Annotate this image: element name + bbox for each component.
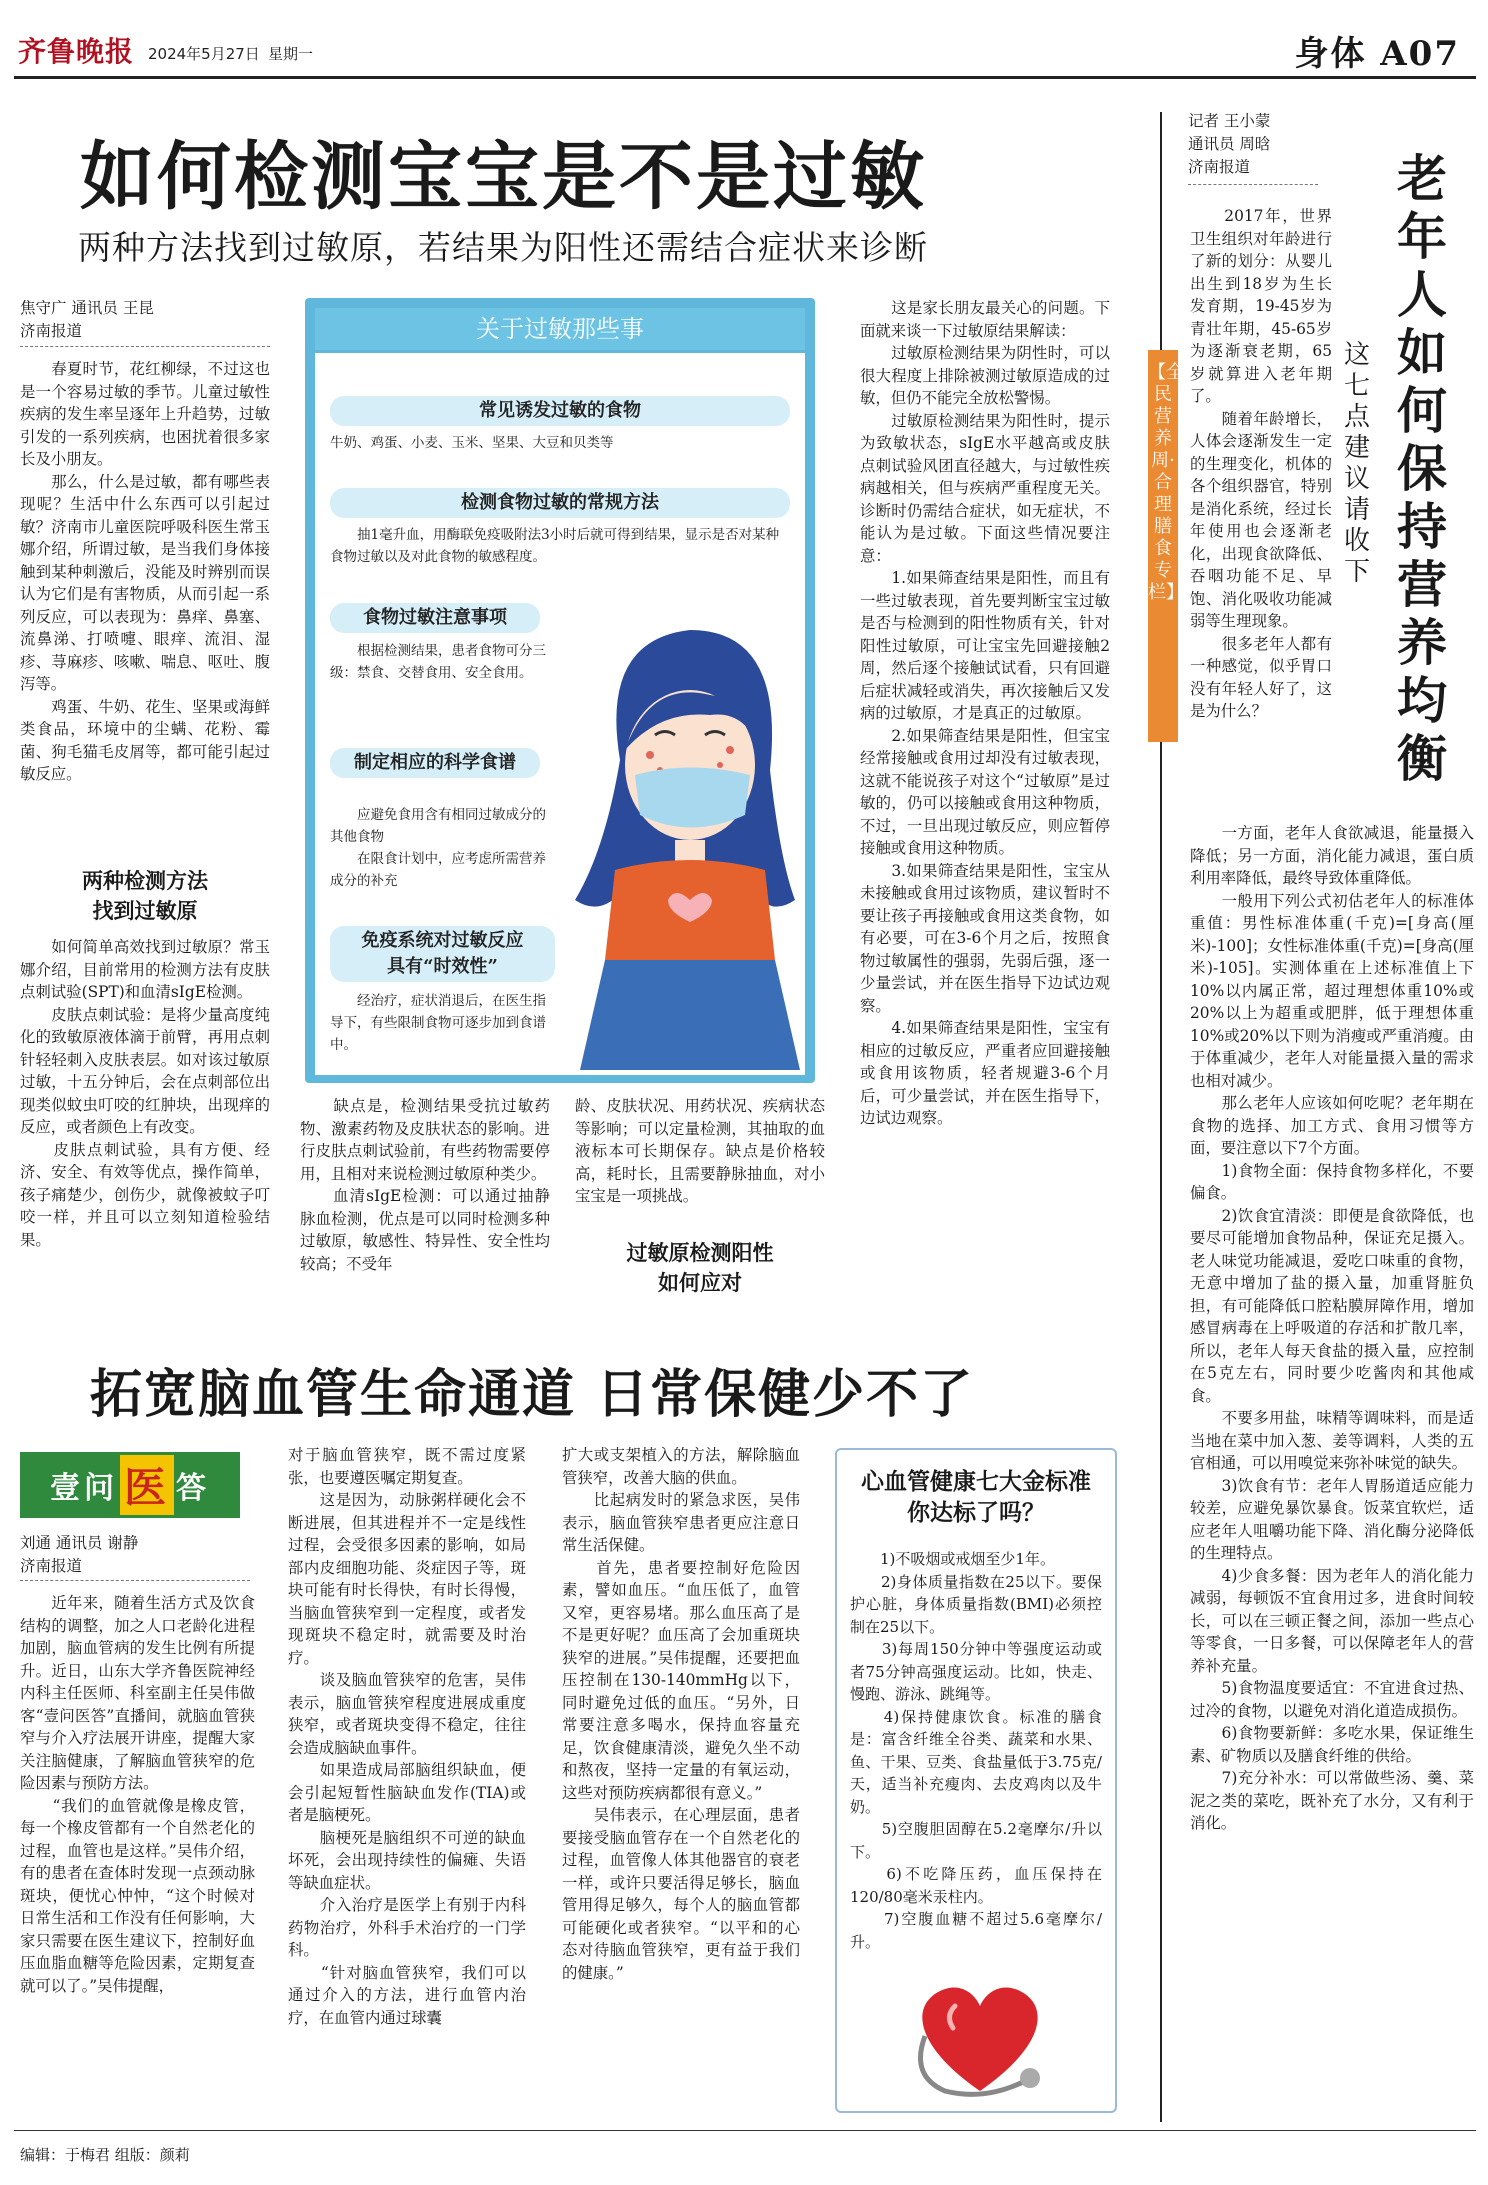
article3-top-text: 2017年，世界卫生组织对年龄进行了新的划分：从婴儿出生到18岁为生长发育期，19-45岁为青壮年期，45-65岁为逐渐衰老期，65岁就算进入老年期了。 随着年龄增长，人体会逐渐发生一定的生理变化，机体的各个组织器官，特别是消化系统，经过长年使用也会逐渐老化，出现食欲降低、吞咽功能不足、早饱、消化吸收功能减弱等生理现象。 很多老年人都有一种感觉，似乎胃口没有年轻人好了，这是为什么？ bbox=[1190, 207, 1332, 720]
article3-vertical-headline: 老年人如何保持营养均衡 bbox=[1397, 149, 1447, 788]
infobox-item-timeliness-text: 经治疗，症状消退后，在医生指导下，有些限制食物可逐步加到食谱中。 bbox=[330, 993, 546, 1053]
footer-rule bbox=[14, 2130, 1476, 2131]
infobox-item-test-method-text: 抽1毫升血，用酶联免疫吸附法3小时后就可得到结果，显示是否对某种食物过敏以及对此食物的敏感程度。 bbox=[330, 527, 780, 565]
byline-rule bbox=[20, 346, 270, 347]
masthead-rule bbox=[14, 76, 1476, 79]
article3-main-text: 一方面，老年人食欲减退，能量摄入降低；另一方面，消化能力减退，蛋白质利用率降低，最终导致体重降低。 一般用下列公式初估老年人的标准体重值：男性标准体重(千克)=[身高(厘米)-100]；女性标准体重(千克)=[身高(厘米)-105]。实测体重在上述标准值上下10%以内属正常，超过理想体重10%或20%以上为超重或肥胖，低于理想体重10%或20%以下则为消瘦或严重消瘦。由于体重减少，老年人对能量摄入量的需求也相对减少。 那么老年人应该如何吃呢？老年期在食物的选择、加工方式、食用习惯等方面，要注意以下7个方面。 1)食物全面：保持食物多样化，不要偏食。 2)饮食宜清淡：即便是食欲降低，也要尽可能增加食物品种，保证充足摄入。老人味觉功能减退，爱吃口味重的食物，无意中增加了盐的摄入量，加重肾脏负担，有可能降低口腔粘膜屏障作用，增加感冒病毒在上呼吸道的存活和扩散几率，所以，老年人每天食盐的摄入量，应控制在5克左右，同时要少吃酱肉和其他咸食。 不要多用盐，味精等调味料，而是适当地在菜中加入葱、姜等调料，人类的五官相通，可以用嗅觉来弥补味觉的缺失。 3)饮食有节：老年人胃肠道适应能力较差，应避免暴饮暴食。饭菜宜软烂，适应老年人咀嚼功能下降、消化酶分泌降低的生理特点。 4)少食多餐：因为老年人的消化能力减弱，每顿饭不宜食用过多，进食时间较长，可以在三顿正餐之间，添加一些点心等零食，一日多餐，可以保障老年人的营养补充量。 5)食物温度要适宜：不宜进食过热、过冷的食物，以避免对消化道造成损伤。 6)食物要新鲜：多吃水果，保证维生素、矿物质以及膳食纤维的供给。 7)充分补水：可以常做些汤、羹、菜泥之类的菜吃，既补充了水分，又有利于消化。 bbox=[1190, 824, 1474, 1832]
infobox-title: 关于过敏那些事 bbox=[315, 308, 805, 350]
article2-col2-text: 对于脑血管狭窄，既不需过度紧张，也要遵医嘱定期复查。 这是因为，动脉粥样硬化会不断进展，但其进程并不一定是线性过程，会受很多因素的影响，如局部内皮细胞功能、炎症因子等，斑块可能有时长得快，有时长得慢，当脑血管狭窄到一定程度，或者发现斑块不稳定时，就需要及时治疗。 谈及脑血管狭窄的危害，吴伟表示，脑血管狭窄程度进展成重度狭窄，或者斑块变得不稳定，往往会造成脑缺血事件。 如果造成局部脑组织缺血，便会引起短暂性脑缺血发作(TIA)或者是脑梗死。 脑梗死是脑组织不可逆的缺血坏死，会出现持续性的偏瘫、失语等缺血症状。 介入治疗是医学上有别于内科药物治疗，外科手术治疗的一门学科。 “针对脑血管狭窄，我们可以通过介入的方法，进行血管内治疗，在血管内通过球囊 bbox=[288, 1446, 526, 2027]
article3-vertical-subheadline: 这七点建议请收下 bbox=[1343, 340, 1370, 587]
article2-byline-rule bbox=[20, 1580, 250, 1581]
heart-box-text: 1)不吸烟或戒烟至少1年。 2)身体质量指数在25以下。要保护心脏，身体质量指数(BMI)必须控制在25以下。 3)每周150分钟中等强度运动或者75分钟高强度运动。比如，快走、慢跑、游泳、跳绳等。 4)保持健康饮食。标准的膳食是：富含纤维全谷类、蔬菜和水果、鱼、干果、豆类、食盐量低于3.75克/天，适当补充瘦肉、去皮鸡肉以及牛奶。 5)空腹胆固醇在5.2毫摩尔/升以下。 6)不吃降压药，血压保持在120/80毫米汞柱内。 7)空腹血糖不超过5.6毫摩尔/升。 bbox=[850, 1550, 1102, 1951]
badge-text-big: 医 bbox=[120, 1455, 174, 1515]
article3-byline-rule bbox=[1188, 184, 1318, 185]
infobox-item-common-foods-text: 牛奶、鸡蛋、小麦、玉米、坚果、大豆和贝类等 bbox=[330, 435, 614, 451]
infobox-item-diet-plan: 制定相应的科学食谱 bbox=[330, 748, 540, 778]
article1-subhead-positive: 过敏原检测阳性 如何应对 bbox=[626, 1240, 774, 1295]
infobox-item-precautions-text: 根据检测结果，患者食物可分三级：禁食、交替食用、安全食用。 bbox=[330, 643, 546, 681]
article1-byline: 焦守广 通讯员 王昆 济南报道 bbox=[20, 299, 154, 340]
section-page-label: 身体 A07 bbox=[1294, 34, 1460, 74]
editor-credits: 编辑：于梅君 组版：颜莉 bbox=[20, 2146, 190, 2164]
article3-byline: 记者 王小蒙 通讯员 周晗 济南报道 bbox=[1188, 112, 1271, 176]
article2-col3-text: 扩大或支架植入的方法，解除脑血管狭窄，改善大脑的供血。 比起病发时的紧急求医，吴伟表示，脑血管狭窄患者更应注意日常生活保健。 首先，患者要控制好危险因素，譬如血压。“血压低了，血管又窄，更容易堵。那么血压高了是不是更好呢？血压高了会加重斑块狭窄的进展。”吴伟提醒，还要把血压控制在130-140mmHg以下，同时避免过低的血压。“另外，日常要注意多喝水，保持血容量充足，饮食健康清淡，避免久坐不动和熬夜，坚持一定量的有氧运动，这些对预防疾病都很有意义。” 吴伟表示，在心理层面，患者要接受脑血管存在一个自然老化的过程，血管像人体其他器官的衰老一样，或许只要活得足够长，脑血管用得足够久，每个人的脑血管都可能硬化或者狭窄。“以平和的心态对待脑血管狭窄，更有益于我们的健康。” bbox=[562, 1446, 800, 1982]
newspaper-logo: 齐鲁晚报 bbox=[18, 35, 135, 68]
article2-headline: 拓宽脑血管生命通道 日常保健少不了 bbox=[90, 1364, 975, 1425]
article1-col2-text: 缺点是，检测结果受抗过敏药物、激素药物及皮肤状态的影响。进行皮肤点刺试验前，有些药物需要停用，且相对来说检测过敏原种类少。 血清sIgE检测：可以通过抽静脉血检测，优点是可以同时检测多种过敏原，敏感性、特异性、安全性均较高；不受年 bbox=[300, 1097, 550, 1273]
issue-date: 2024年5月27日 bbox=[148, 45, 260, 63]
infobox-item-common-foods: 常见诱发过敏的食物 bbox=[330, 396, 790, 426]
infobox-item-timeliness: 免疫系统对过敏反应 具有“时效性” bbox=[330, 926, 555, 982]
article1-headline: 如何检测宝宝是不是过敏 bbox=[80, 134, 927, 220]
article1-col1-text: 春夏时节，花红柳绿，不过这也是一个容易过敏的季节。儿童过敏性疾病的发生率呈逐年上升趋势，过敏引发的一系列疾病，也困扰着很多家长及小朋友。 那么，什么是过敏，都有哪些表现呢？生活中什么东西可以引起过敏？济南市儿童医院呼吸科医生常玉娜介绍，所谓过敏，是当我们身体接触到某种刺激后，没能及时辨别而误认为它们是有害物质，从而引起一系列反应，可以表现为：鼻痒、鼻塞、流鼻涕、打喷嚏、眼痒、流泪、湿疹、荨麻疹、咳嗽、喘息、呕吐、腹泻等。 鸡蛋、牛奶、花生、坚果或海鲜类食品，环境中的尘螨、花粉、霉菌、狗毛猫毛皮屑等，都可能引起过敏反应。 bbox=[20, 360, 270, 783]
article2-col1-text: 近年来，随着生活方式及饮食结构的调整，加之人口老龄化进程加剧，脑血管病的发生比例有所提升。近日，山东大学齐鲁医院神经内科主任医师、科室副主任吴伟做客“壹问医答”直播间，就脑血管狭窄与介入疗法展开讲座，提醒大家关注脑健康，了解脑血管狭窄的危险因素与预防方法。 “我们的血管就像是橡皮管，每一个橡皮管都有一个自然老化的过程，血管也是这样。”吴伟介绍，有的患者在查体时发现一点颈动脉斑块，便忧心忡忡，“这个时候对日常生活和工作没有任何影响，大家只需要在医生建议下，控制好血压血脂血糖等危险因素，定期复查就可以了。”吴伟提醒， bbox=[20, 1594, 255, 1995]
heart-stethoscope-illustration bbox=[905, 1966, 1055, 2106]
badge-text-post: 答 bbox=[176, 1471, 210, 1506]
article1-col4-text: 这是家长朋友最关心的问题。下面就来谈一下过敏原结果解读： 过敏原检测结果为阴性时，可以很大程度上排除被测过敏原造成的过敏，但仍不能完全放松警惕。 过敏原检测结果为阳性时，提示为致敏状态，sIgE水平越高或皮肤点刺试验风团直径越大，与过敏性疾病越相关，但与疾病严重程度无关。诊断时仍需结合症状，如无症状，不能认为是过敏。下面这些情况要注意： 1.如果筛查结果是阳性，而且有一些过敏表现，首先要判断宝宝过敏是否与检测到的阳性物质有关，针对阳性过敏原，可让宝宝先回避接触2周，然后逐个接触试试看，只有回避后症状减轻或消失，再次接触后又发病的过敏原，才是真正的过敏原。 2.如果筛查结果是阳性，但宝宝经常接触或食用过却没有过敏表现，这就不能说孩子对这个“过敏原”是过敏的，仍可以接触或食用这种物质，不过，一旦出现过敏反应，则应暂停接触或食用这种物质。 3.如果筛查结果是阳性，宝宝从未接触或食用过该物质，建议暂时不要让孩子再接触或食用这类食物，如有必要，可在3-6个月之后，按照食物过敏属性的强弱，先弱后强，逐一少量尝试，并在医生指导下边试边观察。 4.如果筛查结果是阳性，宝宝有相应的过敏反应，严重者应回避接触或食用该物质，轻者规避3-6个月后，可少量尝试，并在医生指导下，边试边观察。 bbox=[860, 299, 1110, 1127]
badge-text-pre: 壹问 bbox=[49, 1471, 118, 1506]
heart-box-title: 心血管健康七大金标准 你达标了吗？ bbox=[861, 1468, 1091, 1526]
girl-with-mask-illustration bbox=[560, 600, 810, 1070]
infobox-item-diet-plan-text: 应避免食用含有相同过敏成分的其他食物 在限食计划中，应考虑所需营养成分的补充 bbox=[330, 807, 546, 889]
article1-col3-text: 龄、皮肤状况、用药状况、疾病状态等影响；可以定量检测，其抽取的血液标本可长期保存。缺点是价格较高，耗时长，且需要静脉抽血，对小宝宝是一项挑战。 bbox=[575, 1097, 825, 1205]
infobox-item-precautions: 食物过敏注意事项 bbox=[330, 603, 540, 633]
article1-col1-methods-text: 如何简单高效找到过敏原？常玉娜介绍，目前常用的检测方法有皮肤点刺试验(SPT)和血清sIgE检测。 皮肤点刺试验：是将少量高度纯化的致敏原液体滴于前臂，再用点刺针轻轻刺入皮肤表层。如对该过敏原过敏，十五分钟后，会在点刺部位出现类似蚊虫叮咬的红肿块，出现痒的反应，或者颜色上有改变。 皮肤点刺试验，具有方便、经济、安全、有效等优点，操作简单，孩子痛楚少，创伤少，就像被蚊子叮咬一样，并且可以立刻知道检验结果。 bbox=[20, 938, 270, 1249]
yiwen-yida-badge bbox=[20, 1452, 240, 1518]
article2-byline: 刘通 通讯员 谢静 济南报道 bbox=[20, 1534, 139, 1575]
infobox-item-test-method: 检测食物过敏的常规方法 bbox=[330, 488, 790, 518]
article1-subheadline: 两种方法找到过敏原，若结果为阳性还需结合症状来诊断 bbox=[78, 228, 928, 267]
nutrition-week-column-tag: 【全民营养周·合理膳食专栏】 bbox=[1148, 350, 1178, 742]
issue-weekday: 星期一 bbox=[268, 45, 314, 63]
article1-subhead-methods: 两种检测方法 找到过敏原 bbox=[82, 868, 208, 923]
